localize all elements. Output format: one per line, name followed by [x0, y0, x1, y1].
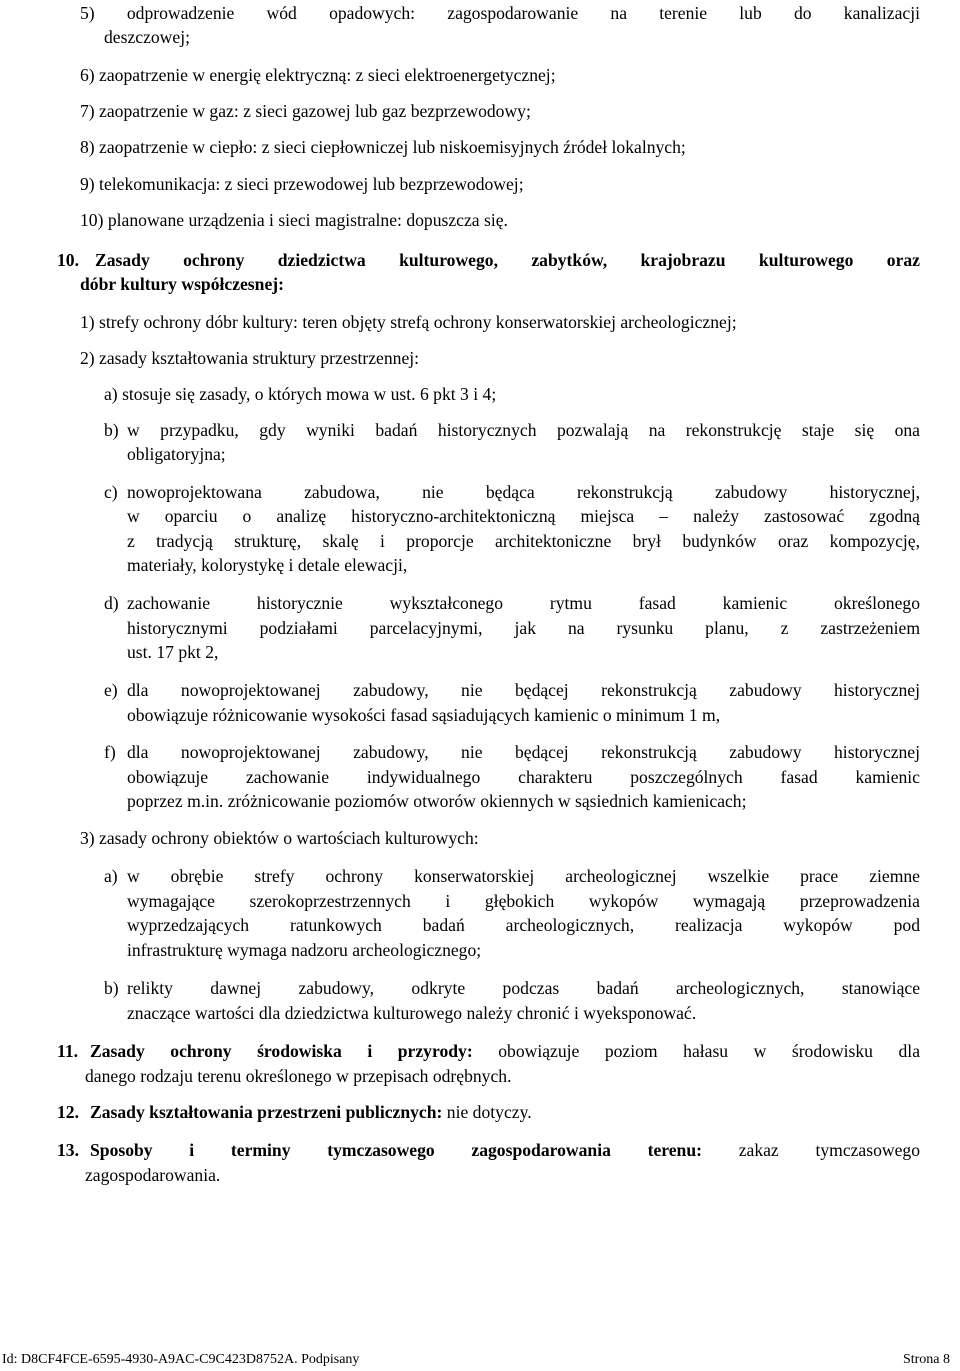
- s10-point-2c-line2: w oparciu o analizę historyczno-architektoniczną miejsca – należy zastosować zgodną: [127, 506, 920, 526]
- section-12-number: 12.: [57, 1102, 79, 1122]
- item-8: 8) zaopatrzenie w ciepło: z sieci ciepłowniczej lub niskoemisyjnych źródeł lokalnych;: [80, 137, 686, 157]
- section-10-heading-line1: Zasady ochrony dziedzictwa kulturowego, zabytków, krajobrazu kulturowego oraz: [95, 250, 920, 270]
- s10-point-3b-label: b): [104, 978, 119, 998]
- section-11-heading: Zasady ochrony środowiska i przyrody:: [90, 1041, 473, 1061]
- s10-point-3: 3) zasady ochrony obiektów o wartościach kulturowych:: [80, 828, 479, 848]
- section-13-line2: zagospodarowania.: [85, 1165, 221, 1185]
- section-13-number: 13.: [57, 1140, 79, 1160]
- s10-point-2f-line3: poprzez m.in. zróżnicowanie poziomów otworów okiennych w sąsiednich kamienicach;: [127, 791, 747, 811]
- s10-point-3a-line2: wymagające szerokoprzestrzennych i głębokich wykopów wymagają przeprowadzenia: [127, 891, 920, 911]
- s10-point-2b-line1: w przypadku, gdy wyniki badań historycznych pozwalają na rekonstrukcję staje się ona: [127, 420, 920, 440]
- section-13-line1-text: zakaz tymczasowego: [738, 1140, 920, 1160]
- s10-point-3b-line2: znaczące wartości dla dziedzictwa kulturowego należy chronić i wyeksponować.: [127, 1003, 697, 1023]
- s10-point-2c-line4: materiały, kolorystykę i detale elewacji,: [127, 555, 408, 575]
- item-5-line1: 5) odprowadzenie wód opadowych: zagospodarowanie na terenie lub do kanalizacji: [80, 3, 920, 23]
- s10-point-2c-line1: nowoprojektowana zabudowa, nie będąca rekonstrukcją zabudowy historycznej,: [127, 482, 920, 502]
- section-12-text: nie dotyczy.: [446, 1102, 532, 1122]
- section-10-heading-line2: dóbr kultury współczesnej:: [80, 274, 284, 294]
- s10-point-2c-line3: z tradycją strukturę, skalę i proporcje architektoniczne brył budynków oraz kompozycję,: [127, 531, 920, 551]
- s10-point-2: 2) zasady kształtowania struktury przestrzennej:: [80, 348, 420, 368]
- section-11-line2: danego rodzaju terenu określonego w przepisach odrębnych.: [85, 1066, 512, 1086]
- s10-point-2e-line2: obowiązuje różnicowanie wysokości fasad sąsiadujących kamienic o minimum 1 m,: [127, 705, 721, 725]
- item-5-line2: deszczowej;: [104, 27, 190, 47]
- s10-point-3a-line4: infrastrukturę wymaga nadzoru archeologicznego;: [127, 940, 482, 960]
- section-12-heading: Zasady kształtowania przestrzeni publicznych:: [90, 1102, 443, 1122]
- item-9: 9) telekomunikacja: z sieci przewodowej lub bezprzewodowej;: [80, 174, 524, 194]
- item-10: 10) planowane urządzenia i sieci magistralne: dopuszcza się.: [80, 210, 508, 230]
- s10-point-2b-line2: obligatoryjna;: [127, 444, 226, 464]
- item-7: 7) zaopatrzenie w gaz: z sieci gazowej lub gaz bezprzewodowy;: [80, 101, 531, 121]
- s10-point-3b-line1: relikty dawnej zabudowy, odkryte podczas badań archeologicznych, stanowiące: [127, 978, 920, 998]
- s10-point-1: 1) strefy ochrony dóbr kultury: teren objęty strefą ochrony konserwatorskiej archeologicznej;: [80, 312, 737, 332]
- s10-point-2f-line2: obowiązuje zachowanie indywidualnego charakteru poszczególnych fasad kamienic: [127, 767, 920, 787]
- section-13-heading: Sposoby i terminy tymczasowego zagospodarowania terenu:: [90, 1140, 702, 1160]
- s10-point-2a: a) stosuje się zasady, o których mowa w ust. 6 pkt 3 i 4;: [104, 384, 497, 404]
- section-13-line1: [90, 1138, 920, 1162]
- section-11-number: 11.: [57, 1041, 79, 1061]
- section-12-line: [90, 1100, 532, 1124]
- s10-point-2e-label: e): [104, 680, 118, 700]
- section-11-line1: [90, 1039, 920, 1063]
- footer-page-number: Strona 8: [902, 1352, 950, 1367]
- s10-point-2d-line3: ust. 17 pkt 2,: [127, 642, 219, 662]
- section-10-number: 10.: [57, 250, 79, 270]
- s10-point-2f-line1: dla nowoprojektowanej zabudowy, nie będącej rekonstrukcją zabudowy historycznej: [127, 742, 920, 762]
- item-6: 6) zaopatrzenie w energię elektryczną: z sieci elektroenergetycznej;: [80, 65, 556, 85]
- section-11-line1-text: obowiązuje poziom hałasu w środowisku dla: [498, 1041, 920, 1061]
- s10-point-2d-line2: historycznymi podziałami parcelacyjnymi, jak na rysunku planu, z zastrzeżeniem: [127, 618, 920, 638]
- s10-point-3a-line1: w obrębie strefy ochrony konserwatorskiej archeologicznej wszelkie prace ziemne: [127, 866, 920, 886]
- s10-point-2c-label: c): [104, 482, 118, 502]
- s10-point-3a-line3: wyprzedzających ratunkowych badań archeologicznych, realizacja wykopów pod: [127, 915, 920, 935]
- s10-point-2d-label: d): [104, 593, 119, 613]
- footer-document-id: Id: D8CF4FCE-6595-4930-A9AC-C9C423D8752A. Podpisany: [2, 1352, 360, 1367]
- s10-point-2e-line1: dla nowoprojektowanej zabudowy, nie będącej rekonstrukcją zabudowy historycznej: [127, 680, 920, 700]
- s10-point-2d-line1: zachowanie historycznie wykształconego rytmu fasad kamienic określonego: [127, 593, 920, 613]
- s10-point-2b-label: b): [104, 420, 119, 440]
- s10-point-3a-label: a): [104, 866, 118, 886]
- s10-point-2f-label: f): [104, 742, 116, 762]
